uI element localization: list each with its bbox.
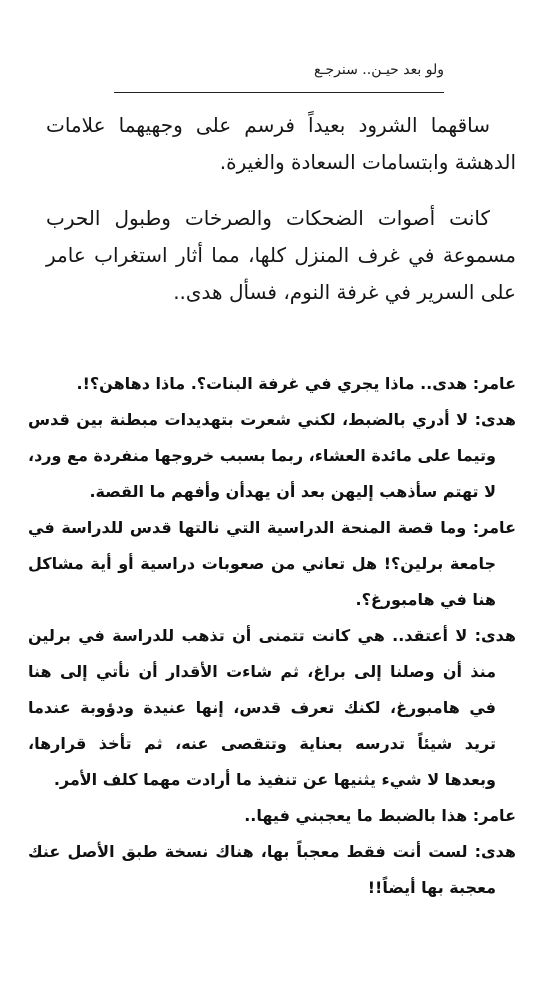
dialogue-text: لا أعتقد.. هي كانت تتمنى أن تذهب للدراسة في برلين منذ أن وصلنا إلى براغ، ثم شاءت الأقدار أن نأتي إلى هنا في هامبورغ، لكنك تعرف قدس، إنها عنيدة ودؤوبة عندما تريد شيئاً تدرسه بعناية وتتقصى عنه، ثم تأخذ قرارها، وبعدها لا شيء يثنيها عن تنفيذ ما أرادت مهما كلف الأمر. [28, 626, 496, 789]
narrative-paragraph-1 [46, 107, 516, 181]
dialogue-line [28, 618, 516, 798]
dialogue-line [28, 798, 516, 834]
dialogue-text: لست أنت فقط معجباً بها، هناك نسخة طبق الأصل عنك معجبة بها أيضاً!! [28, 842, 496, 897]
dialogue-text: هذا بالضبط ما يعجبني فيها.. [244, 806, 473, 825]
speaker-label: عامر: [472, 518, 516, 537]
paragraph-text: كانت أصوات الضحكات والصرخات وطبول الحرب مسموعة في غرف المنزل كلها، مما أثار استغراب عامر على السرير في غرفة النوم، فسأل هدى.. [46, 206, 516, 304]
dialogue-line [28, 510, 516, 618]
dialogue-line [28, 834, 516, 906]
running-header: ولو بعد حيـن.. سنرجـع [313, 62, 444, 78]
speaker-label: عامر: [472, 806, 516, 825]
speaker-label: هدى: [474, 842, 516, 861]
dialogue-text: وما قصة المنحة الدراسية التي نالتها قدس للدراسة في جامعة برلين؟! هل تعاني من صعوبات دراسية أو أية مشاكل هنا في هامبورغ؟. [28, 518, 496, 609]
dialogue-block [28, 366, 516, 906]
dialogue-text: هدى.. ماذا يجري في غرفة البنات؟. ماذا دهاهن؟!. [76, 374, 473, 393]
dialogue-line [28, 402, 516, 510]
speaker-label: عامر: [472, 374, 516, 393]
dialogue-line [28, 366, 516, 402]
speaker-label: هدى: [474, 410, 516, 429]
dialogue-text: لا أدري بالضبط، لكني شعرت بتهديدات مبطنة بين قدس وتيما على مائدة العشاء، ربما بسبب خروجها منفردة مع ورد، لا تهتم سأذهب إليهن بعد أن يهدأن وأفهم ما القصة. [28, 410, 496, 501]
speaker-label: هدى: [474, 626, 516, 645]
paragraph-text: ساقهما الشرود بعيداً فرسم على وجهيهما علامات الدهشة وابتسامات السعادة والغيرة. [46, 113, 516, 174]
narrative-paragraph-2 [46, 200, 516, 311]
header-divider [114, 92, 444, 93]
